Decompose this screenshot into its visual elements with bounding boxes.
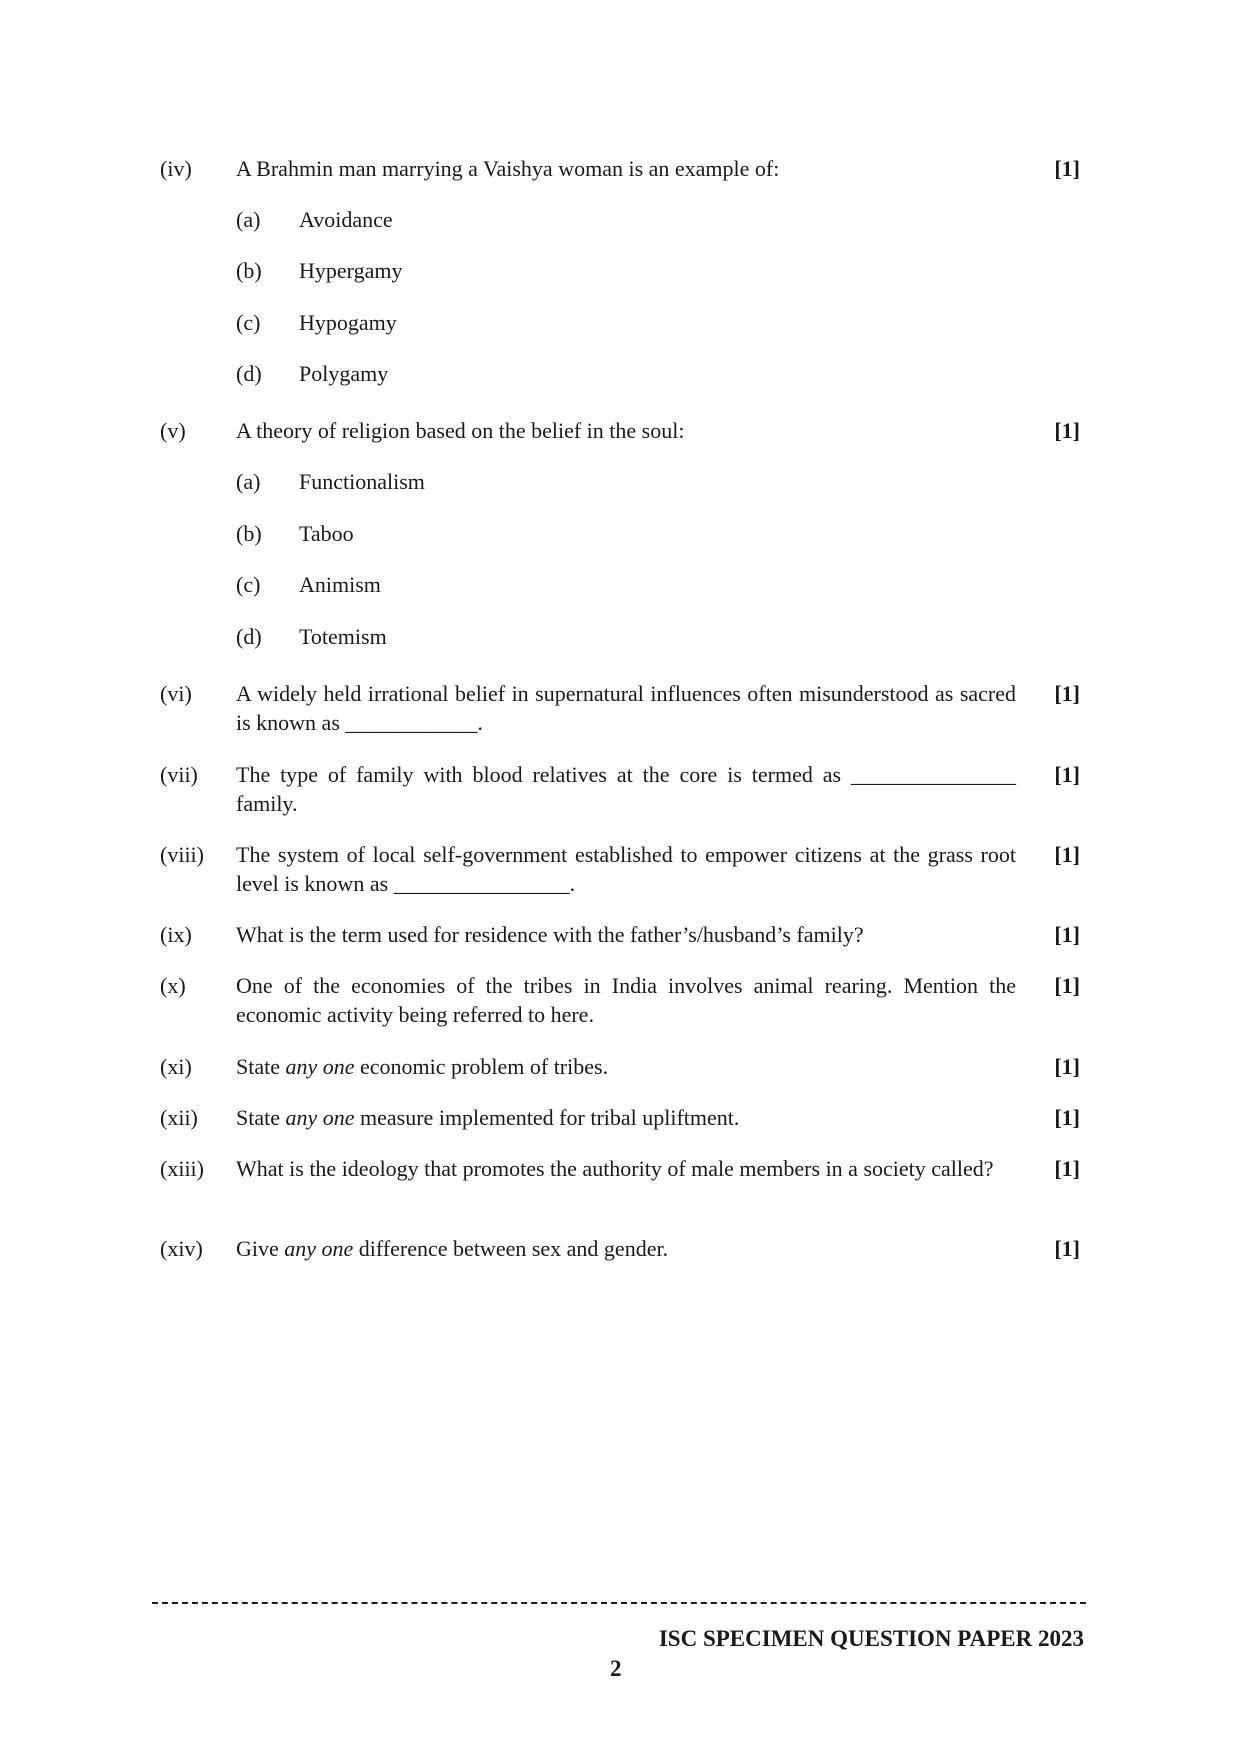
option-label: (a) xyxy=(236,469,261,494)
question-marks: [1] xyxy=(1054,418,1080,443)
footer-title: ISC SPECIMEN QUESTION PAPER 2023 xyxy=(658,1626,1084,1651)
option-text: Hypergamy xyxy=(299,258,403,283)
question-text-emphasis: any one xyxy=(285,1054,355,1079)
question-text: What is the term used for residence with the father’s/husband’s family? xyxy=(236,922,864,947)
question-text: A Brahmin man marrying a Vaishya woman is an example of: xyxy=(236,156,780,181)
page-number: 2 xyxy=(610,1656,622,1681)
option-label: (a) xyxy=(236,207,261,232)
question-number: (x) xyxy=(160,973,186,998)
option-label: (b) xyxy=(236,258,262,283)
question-text-start: State xyxy=(236,1054,286,1079)
option-text: Totemism xyxy=(299,624,387,649)
question-text: What is the ideology that promotes the authority of male members in a society called? xyxy=(236,1156,994,1181)
option-text: Functionalism xyxy=(299,469,425,494)
question-text-start: State xyxy=(236,1105,286,1130)
question-number: (ix) xyxy=(160,922,192,947)
question-number: (vi) xyxy=(160,681,192,706)
question-marks: [1] xyxy=(1054,842,1080,867)
question-text: One of the economies of the tribes in India involves animal rearing. Mention the economic activity being referred to here. xyxy=(236,973,1016,1027)
footer-divider xyxy=(152,1602,1086,1604)
option-text: Polygamy xyxy=(299,361,389,386)
question-text-emphasis: any one xyxy=(284,1236,354,1261)
question-text xyxy=(236,1234,1016,1263)
question-number: (iv) xyxy=(160,156,192,181)
question-text: A theory of religion based on the belief in the soul: xyxy=(236,418,685,443)
option-text: Taboo xyxy=(299,521,354,546)
option-label: (b) xyxy=(236,521,262,546)
question-number: (xiii) xyxy=(160,1156,204,1181)
question-marks: [1] xyxy=(1054,1105,1080,1130)
question-text: The system of local self-government established to empower citizens at the grass root level is known as ________________. xyxy=(236,842,1016,896)
option-label: (c) xyxy=(236,572,261,597)
question-text xyxy=(236,1103,1016,1132)
question-marks: [1] xyxy=(1054,1156,1080,1181)
question-text-end: difference between sex and gender. xyxy=(353,1236,669,1261)
question-text: The type of family with blood relatives at the core is termed as _______________ family. xyxy=(236,762,1016,816)
option-text: Animism xyxy=(299,572,381,597)
option-label: (c) xyxy=(236,310,261,335)
question-marks: [1] xyxy=(1054,156,1080,181)
option-text: Hypogamy xyxy=(299,310,397,335)
question-number: (xii) xyxy=(160,1105,198,1130)
question-number: (v) xyxy=(160,418,186,443)
question-number: (xiv) xyxy=(160,1236,203,1261)
question-text-end: measure implemented for tribal upliftment. xyxy=(354,1105,740,1130)
question-marks: [1] xyxy=(1054,1236,1080,1261)
option-text: Avoidance xyxy=(299,207,393,232)
question-number: (xi) xyxy=(160,1054,192,1079)
question-text-start: Give xyxy=(236,1236,285,1261)
question-marks: [1] xyxy=(1054,762,1080,787)
option-label: (d) xyxy=(236,361,262,386)
question-marks: [1] xyxy=(1054,922,1080,947)
question-number: (viii) xyxy=(160,842,204,867)
question-number: (vii) xyxy=(160,762,198,787)
question-marks: [1] xyxy=(1054,1054,1080,1079)
question-text: A widely held irrational belief in supernatural influences often misunderstood as sacred is known as ____________. xyxy=(236,681,1016,735)
question-text-emphasis: any one xyxy=(285,1105,355,1130)
question-text-end: economic problem of tribes. xyxy=(354,1054,609,1079)
question-text xyxy=(236,1052,1016,1081)
question-marks: [1] xyxy=(1054,973,1080,998)
question-marks: [1] xyxy=(1054,681,1080,706)
option-label: (d) xyxy=(236,624,262,649)
